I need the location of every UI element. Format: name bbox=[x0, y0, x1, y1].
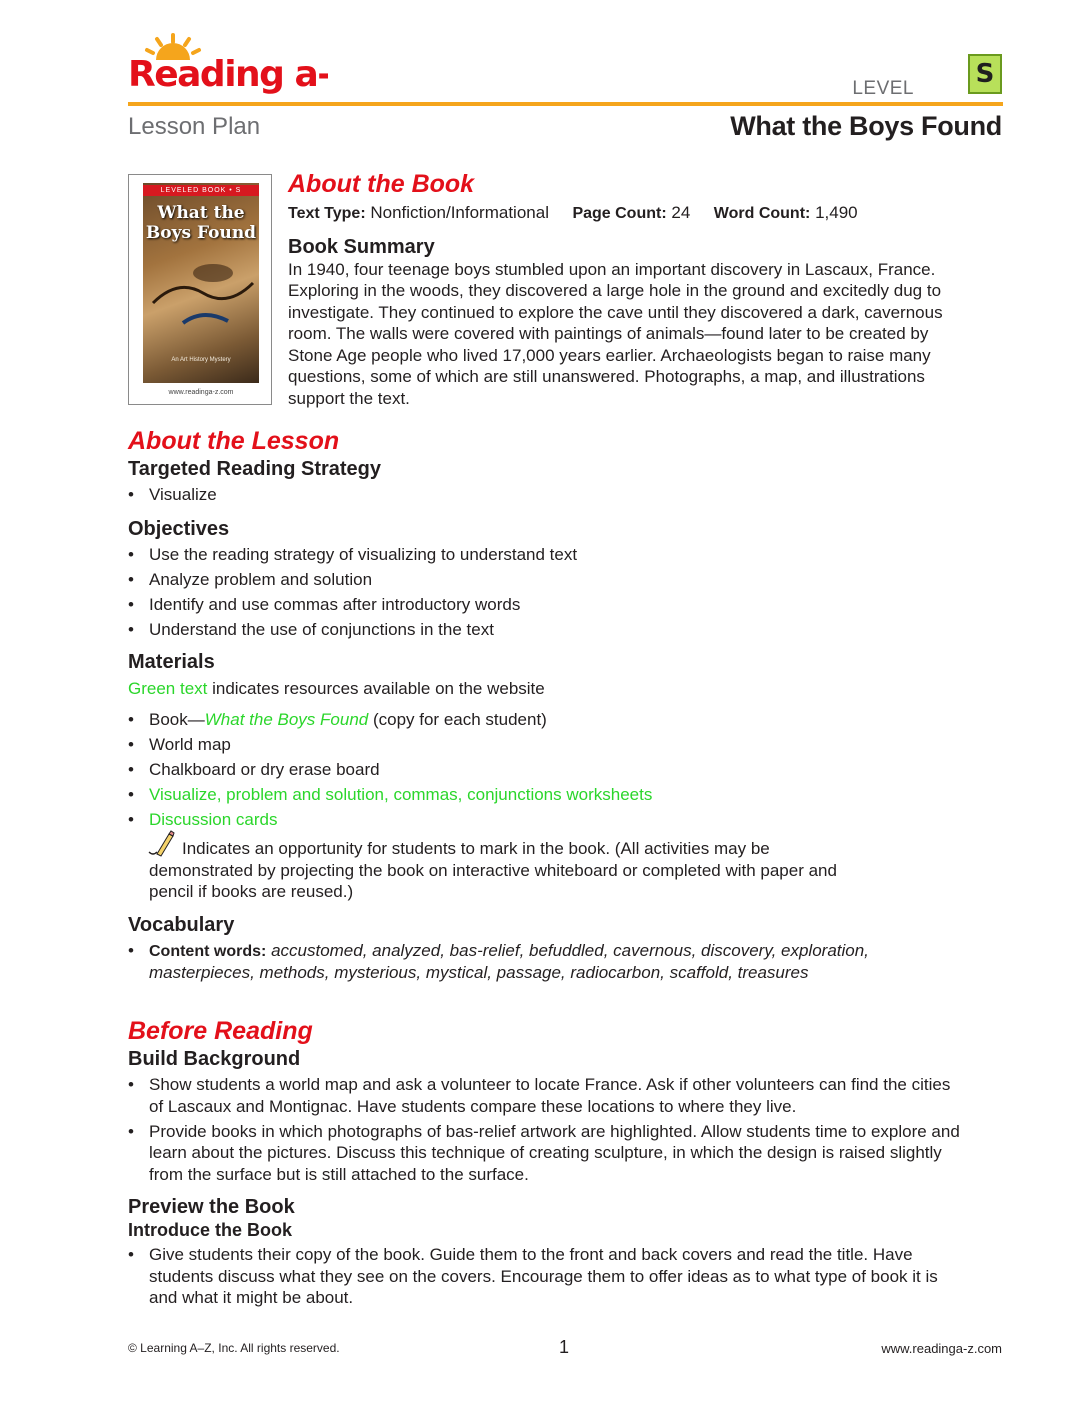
copyright: © Learning A–Z, Inc. All rights reserved. bbox=[128, 1341, 340, 1355]
materials-heading: Materials bbox=[128, 651, 215, 673]
cover-subtitle: An Art History Mystery bbox=[171, 357, 231, 363]
list-item bbox=[128, 709, 968, 731]
strategy-list bbox=[128, 484, 968, 506]
vocabulary-heading: Vocabulary bbox=[128, 913, 235, 936]
cover-artwork bbox=[143, 183, 259, 383]
list-item: • Give students their copy of the book. Guide them to the front and back covers and read the title. Have students discuss what they see on the covers. Encourage them to offer ideas as to what type of book it is and what it might be about. bbox=[128, 1244, 968, 1309]
page-number: 1 bbox=[559, 1337, 570, 1357]
list-item: • Analyze problem and solution bbox=[128, 569, 968, 591]
list-item: • World map bbox=[128, 734, 968, 756]
logo-sun-icon bbox=[128, 32, 328, 102]
before-reading-heading: Before Reading bbox=[128, 1017, 313, 1045]
text-type-value: Nonfiction/Informational bbox=[370, 203, 549, 222]
introduce-the-book-heading: Introduce the Book bbox=[128, 1220, 293, 1240]
text-type-label: Text Type: bbox=[288, 205, 366, 222]
page-title: What the Boys Found bbox=[730, 111, 1002, 141]
page-count-label: Page Count: bbox=[572, 205, 667, 222]
list-item: • Chalkboard or dry erase board bbox=[128, 759, 968, 781]
materials-note-text: indicates resources available on the website bbox=[207, 679, 545, 698]
level-badge bbox=[968, 54, 1002, 94]
book-cover-image bbox=[128, 174, 272, 405]
list-item: • Identify and use commas after introductory words bbox=[128, 594, 968, 616]
cover-band: LEVELED BOOK • S bbox=[143, 185, 259, 196]
list-item bbox=[128, 940, 968, 984]
about-the-lesson-section bbox=[128, 427, 968, 984]
list-item: • Show students a world map and ask a volunteer to locate France. Ask if other volunteers can find the cities of Lascaux and Montignac. Have students compare these locations to where they live. bbox=[128, 1074, 968, 1117]
worksheets-link[interactable]: Visualize, problem and solution, commas, conjunctions worksheets bbox=[149, 784, 653, 804]
word-count-label: Word Count: bbox=[713, 205, 811, 222]
about-the-book-section bbox=[288, 170, 958, 409]
list-item: • Provide books in which photographs of bas-relief artwork are highlighted. Allow students time to explore and learn about the pictures. Discuss this technique of creating sculpture, in which the design is raised slightly from the surface but is still attached to the surface. bbox=[128, 1121, 968, 1186]
book-stats bbox=[288, 202, 958, 225]
green-text-sample: Green text bbox=[128, 679, 208, 698]
lesson-plan-label: Lesson Plan bbox=[128, 113, 261, 140]
list-item: • Use the reading strategy of visualizing to understand text bbox=[128, 544, 968, 566]
cave-painting-icon bbox=[143, 183, 259, 383]
cover-website: www.readinga-z.com bbox=[168, 389, 234, 396]
targeted-strategy-heading: Targeted Reading Strategy bbox=[128, 458, 382, 480]
preview-the-book-heading: Preview the Book bbox=[128, 1196, 295, 1218]
mark-in-book-note bbox=[128, 838, 849, 903]
build-background-heading: Build Background bbox=[128, 1048, 301, 1070]
about-the-book-heading: About the Book bbox=[288, 170, 475, 198]
build-background-list bbox=[128, 1074, 968, 1185]
content-words: accustomed, analyzed, bas-relief, befuddled, cavernous, discovery, exploration, masterpieces, methods, mysterious, mystical, passage, radiocarbon, scaffold, treasures bbox=[149, 940, 869, 982]
level-value: S bbox=[975, 59, 995, 89]
pencil-icon bbox=[147, 830, 177, 858]
introduce-list bbox=[128, 1244, 968, 1309]
list-item bbox=[128, 809, 968, 831]
materials-note bbox=[128, 678, 968, 700]
book-summary-heading: Book Summary bbox=[288, 235, 435, 258]
reading-a-z-logo bbox=[128, 32, 328, 102]
vocabulary-list bbox=[128, 940, 968, 984]
level-label: LEVEL bbox=[852, 78, 914, 99]
svg-text:Reading a-z: Reading a-z bbox=[128, 54, 328, 95]
mark-in-book-text: Indicates an opportunity for students to mark in the book. (All activities may be demonstrated by projecting the book on interactive whiteboard or completed with paper and pencil if books are reused.) bbox=[149, 839, 837, 901]
objectives-list bbox=[128, 544, 968, 641]
objectives-heading: Objectives bbox=[128, 517, 230, 540]
material-book-prefix: Book— bbox=[149, 709, 205, 729]
materials-list bbox=[128, 709, 968, 831]
material-book-link[interactable]: What the Boys Found bbox=[204, 709, 369, 729]
page-count-value: 24 bbox=[671, 203, 691, 222]
before-reading-section bbox=[128, 1017, 968, 1309]
about-the-lesson-heading: About the Lesson bbox=[128, 427, 340, 455]
content-words-label: Content words: bbox=[149, 942, 267, 960]
cover-title: What the Boys Found bbox=[145, 203, 257, 243]
footer-website: www.readinga-z.com bbox=[881, 1341, 1002, 1356]
discussion-cards-link[interactable]: Discussion cards bbox=[149, 809, 278, 829]
list-item: • Understand the use of conjunctions in the text bbox=[128, 619, 968, 641]
header-rule bbox=[128, 102, 1003, 106]
book-summary-text: In 1940, four teenage boys stumbled upon an important discovery in Lascaux, France. Exploring in the woods, they discovered a large hole in the ground and excitedly dug to investigate. They continued to explore the cave until they discovered a dark, cavernous room. The walls were covered with paintings of animals—found later to be created by Stone Age people who lived 17,000 years earlier. Archaeologists began to raise many questions, some of which are still unanswered. Photographs, a map, and illustrations support the text. bbox=[288, 259, 943, 408]
material-book-suffix: (copy for each student) bbox=[368, 709, 547, 729]
list-item: • Visualize bbox=[128, 484, 968, 506]
word-count-value: 1,490 bbox=[815, 203, 858, 222]
list-item bbox=[128, 784, 968, 806]
